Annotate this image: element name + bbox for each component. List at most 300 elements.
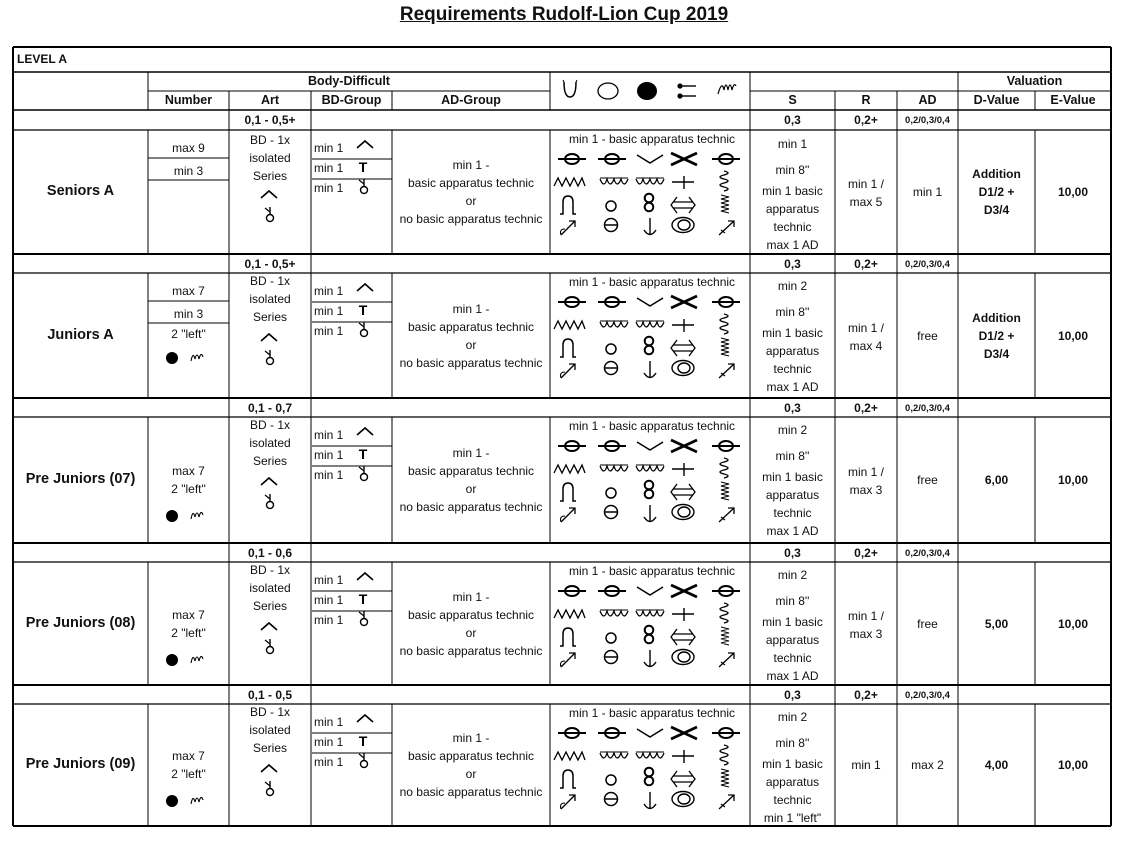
number-max: max 7	[172, 284, 205, 298]
ad-group-line: no basic apparatus technic	[399, 643, 543, 658]
r-requirement: max 3	[849, 483, 883, 497]
page-title: Requirements Rudolf-Lion Cup 2019	[399, 4, 729, 25]
bar-oval-icon	[596, 150, 628, 168]
art-line: isolated	[249, 436, 291, 450]
ad-group-line: no basic apparatus technic	[399, 500, 543, 514]
art-line: isolated	[249, 723, 291, 737]
caret-icon	[355, 425, 375, 439]
r-value-cell: 0,2+	[854, 546, 878, 560]
d-value: 6,00	[984, 473, 1009, 487]
bar-oval-icon	[710, 293, 742, 311]
loops-icon	[635, 605, 665, 623]
loops-icon	[599, 605, 629, 623]
e-value: 10,00	[1057, 757, 1089, 772]
theta-circle-icon	[602, 359, 620, 377]
range-cell: 0,1 - 0,5+	[244, 113, 296, 127]
bd-min: min 1	[314, 181, 344, 195]
d-value: D1/2 +	[978, 185, 1015, 199]
s-requirement: min 8''	[775, 449, 810, 463]
s-value-cell: 0,3	[784, 688, 801, 702]
art-line: isolated	[249, 292, 291, 306]
range-cell: 0,1 - 0,7	[247, 401, 293, 415]
category-name: Juniors A	[47, 326, 114, 343]
pendulum-icon	[356, 752, 372, 770]
spring-icon	[717, 480, 733, 502]
throw-arrow-icon	[557, 650, 577, 670]
pendulum-icon	[262, 638, 278, 656]
bar-oval-icon	[596, 437, 628, 455]
theta-circle-icon	[602, 503, 620, 521]
arch-icon	[557, 768, 579, 790]
s-value-cell: 0,3	[784, 113, 801, 127]
loops-icon	[599, 460, 629, 478]
r-requirement: min 1 /	[847, 320, 884, 335]
cross-icon	[668, 582, 700, 600]
art-line: Series	[252, 454, 287, 468]
theta-circle-icon	[602, 648, 620, 666]
s-requirement: min 2	[777, 423, 808, 437]
bar-oval-icon	[556, 293, 588, 311]
double-arrow-icon	[668, 628, 698, 646]
ad-min-label: min 1 - basic apparatus technic	[568, 564, 736, 578]
ball-filled-icon	[166, 794, 180, 808]
vee-icon	[634, 150, 666, 168]
cross-icon	[668, 437, 700, 455]
r-value-cell: 0,2+	[854, 113, 878, 127]
throw-arrow-icon	[557, 792, 577, 812]
bar-oval-icon	[556, 724, 588, 742]
bd-min: min 1	[314, 593, 344, 607]
s-requirement: min 1 basic	[762, 615, 823, 629]
loops-icon	[635, 316, 665, 334]
s-value-cell: 0,3	[784, 401, 801, 415]
bd-min: min 1	[314, 141, 344, 155]
ad-group-line: or	[465, 482, 477, 496]
plus-icon	[668, 605, 698, 623]
pendulum-icon	[356, 321, 372, 339]
coil-icon	[716, 743, 734, 767]
art-line: BD - 1x	[249, 418, 290, 432]
ribbon-icon	[190, 349, 204, 365]
art-line: isolated	[249, 581, 291, 595]
r-requirement: max 5	[849, 195, 883, 209]
theta-circle-icon	[602, 790, 620, 808]
circle-icon	[602, 340, 620, 358]
caret-icon	[259, 762, 279, 776]
pendulum-icon	[356, 610, 372, 628]
circle-icon	[602, 197, 620, 215]
e-value: 10,00	[1057, 185, 1089, 199]
s-requirement: min 2	[777, 710, 808, 724]
level-label: LEVEL A	[17, 52, 68, 66]
s-requirement: min 1	[777, 137, 808, 151]
plus-icon	[668, 316, 698, 334]
bd-min: min 1	[314, 755, 344, 769]
number-max: max 7	[172, 607, 205, 622]
d-value-header: D-Value	[973, 93, 1020, 107]
ad-group-line: min 1 -	[452, 730, 490, 745]
bd-min: min 1	[314, 613, 344, 627]
bd-min: min 1	[314, 161, 344, 175]
ball-filled-icon	[166, 351, 180, 365]
r-requirement: max 3	[849, 626, 883, 641]
ad-min-label: min 1 - basic apparatus technic	[568, 132, 736, 146]
bar-oval-icon	[710, 150, 742, 168]
ball-filled-icon	[636, 81, 660, 101]
vee-icon	[634, 437, 666, 455]
throw-arrow-icon	[557, 218, 577, 238]
hoop-icon	[560, 79, 580, 99]
s-requirement: apparatus	[765, 633, 820, 647]
bar-oval-icon	[710, 582, 742, 600]
d-value: 4,00	[984, 757, 1009, 772]
zigzag-icon	[553, 173, 587, 191]
s-requirement: technic	[773, 651, 812, 665]
tee-icon	[355, 159, 371, 175]
s-header: S	[788, 93, 797, 107]
s-requirement: max 1 AD	[766, 238, 819, 252]
coil-icon	[716, 456, 734, 480]
s-requirement: apparatus	[765, 488, 820, 502]
figure-eight-icon	[641, 624, 657, 646]
svg-text:T: T	[358, 302, 368, 318]
double-arrow-icon	[668, 483, 698, 501]
anchor-icon	[641, 791, 659, 811]
ad-group-line: min 1 -	[452, 158, 490, 172]
category-name: Pre Juniors (07)	[25, 471, 136, 487]
s-requirement: apparatus	[765, 202, 820, 216]
pendulum-icon	[356, 465, 372, 483]
coil-icon	[716, 169, 734, 193]
art-header: Art	[260, 93, 280, 107]
number-header: Number	[164, 93, 213, 107]
double-circle-icon	[670, 503, 696, 521]
ad-value-cell: 0,2/0,3/0,4	[905, 115, 950, 126]
s-requirement: min 1 basic	[762, 470, 823, 484]
vee-icon	[634, 724, 666, 742]
coil-icon	[716, 312, 734, 336]
bar-oval-icon	[556, 582, 588, 600]
bd-min: min 1	[314, 735, 344, 749]
r-requirement: max 4	[849, 338, 883, 353]
s-requirement: min 8''	[775, 163, 810, 177]
category-name: Seniors A	[46, 183, 115, 199]
category-name: Pre Juniors (09)	[25, 755, 136, 772]
caret-icon	[259, 475, 279, 489]
r-requirement: min 1 /	[847, 177, 884, 191]
d-value: D3/4	[983, 203, 1010, 217]
throw-arrow-icon	[557, 361, 577, 381]
ribbon-icon	[190, 507, 204, 523]
svg-text:T: T	[358, 591, 368, 607]
number-left: 2 "left"	[171, 482, 206, 496]
s-requirement: min 8''	[775, 594, 810, 608]
art-line: BD - 1x	[249, 563, 290, 577]
range-cell: 0,1 - 0,5	[247, 688, 293, 702]
s-requirement: min 8''	[775, 305, 810, 319]
caret-icon	[259, 331, 279, 345]
loops-icon	[635, 173, 665, 191]
svg-text:T: T	[358, 733, 368, 749]
arch-icon	[557, 481, 579, 503]
ad-value-cell: 0,2/0,3/0,4	[905, 403, 950, 414]
bar-oval-icon	[710, 724, 742, 742]
number-left: 2 "left"	[171, 327, 206, 341]
ribbon-icon	[716, 78, 738, 100]
ad-requirement: free	[917, 473, 938, 487]
ad-group-line: or	[465, 194, 477, 208]
s-requirement: max 1 AD	[766, 669, 819, 683]
s-value-cell: 0,3	[784, 546, 801, 560]
s-requirement: min 1 basic	[762, 184, 823, 198]
art-line: BD - 1x	[249, 274, 290, 288]
throw-arrow-icon	[716, 361, 736, 381]
number-max: max 7	[172, 748, 205, 763]
circle-icon	[602, 629, 620, 647]
loops-icon	[635, 747, 665, 765]
s-requirement: apparatus	[765, 344, 820, 358]
anchor-icon	[641, 217, 659, 237]
double-arrow-icon	[668, 770, 698, 788]
tee-icon	[355, 591, 371, 607]
ad-group-line: basic apparatus technic	[407, 748, 535, 763]
throw-arrow-icon	[716, 650, 736, 670]
caret-icon	[355, 712, 375, 726]
ad-header: AD	[918, 93, 937, 107]
number-left: 2 "left"	[171, 625, 206, 640]
svg-text:T: T	[358, 159, 368, 175]
ad-group-line: basic apparatus technic	[407, 176, 535, 190]
bd-min: min 1	[314, 304, 344, 318]
double-arrow-icon	[668, 339, 698, 357]
ad-group-line: no basic apparatus technic	[399, 212, 543, 226]
r-value-cell: 0,2+	[854, 257, 878, 271]
ad-group-header: AD-Group	[441, 93, 501, 107]
art-line: BD - 1x	[249, 705, 290, 719]
coil-icon	[716, 601, 734, 625]
ad-requirement: max 2	[911, 757, 944, 772]
ball-filled-icon	[166, 509, 180, 523]
ad-min-label: min 1 - basic apparatus technic	[568, 706, 736, 720]
s-requirement: min 1 basic	[762, 326, 823, 340]
r-header: R	[861, 93, 871, 107]
pendulum-icon	[262, 206, 278, 224]
tee-icon	[355, 446, 371, 462]
plus-icon	[668, 747, 698, 765]
ad-requirement: free	[917, 328, 938, 343]
ad-min-label: min 1 - basic apparatus technic	[568, 275, 736, 289]
s-requirement: min 2	[777, 279, 808, 293]
r-requirement: min 1 /	[847, 465, 884, 479]
s-requirement: min 1 "left"	[763, 811, 822, 825]
ad-group-line: min 1 -	[452, 589, 490, 604]
pendulum-icon	[356, 178, 372, 196]
ad-group-line: basic apparatus technic	[407, 464, 535, 478]
caret-icon	[259, 620, 279, 634]
plus-icon	[668, 460, 698, 478]
pendulum-icon	[262, 493, 278, 511]
bar-oval-icon	[556, 437, 588, 455]
s-requirement: technic	[773, 793, 812, 807]
loops-icon	[599, 316, 629, 334]
s-requirement: max 1 AD	[766, 524, 819, 538]
loops-icon	[635, 460, 665, 478]
figure-eight-icon	[641, 766, 657, 788]
ad-group-line: no basic apparatus technic	[399, 355, 543, 370]
e-value-header: E-Value	[1050, 93, 1096, 107]
art-line: Series	[252, 741, 287, 755]
ad-value-cell: 0,2/0,3/0,4	[905, 259, 950, 270]
svg-text:T: T	[358, 446, 368, 462]
s-requirement: technic	[773, 362, 812, 376]
clubs-icon	[676, 82, 700, 100]
ad-group-line: or	[465, 766, 477, 781]
anchor-icon	[641, 360, 659, 380]
ribbon-icon	[190, 792, 204, 808]
ball-outline-icon	[597, 81, 621, 101]
r-requirement: min 1 /	[847, 608, 884, 623]
ribbon-icon	[190, 651, 204, 667]
bar-oval-icon	[596, 724, 628, 742]
bd-min: min 1	[314, 573, 344, 587]
ad-group-line: min 1 -	[452, 301, 490, 316]
range-cell: 0,1 - 0,6	[247, 546, 293, 560]
art-line: Series	[252, 310, 287, 324]
number-left: 2 "left"	[171, 766, 206, 781]
ad-requirement: free	[917, 616, 938, 631]
s-requirement: min 1 basic	[762, 757, 823, 771]
valuation-header: Valuation	[1006, 74, 1063, 88]
spring-icon	[717, 625, 733, 647]
arch-icon	[557, 337, 579, 359]
anchor-icon	[641, 504, 659, 524]
circle-icon	[602, 484, 620, 502]
e-value: 10,00	[1057, 616, 1089, 631]
d-value: D1/2 +	[978, 328, 1015, 343]
pendulum-icon	[262, 780, 278, 798]
s-requirement: min 2	[777, 568, 808, 582]
number-min: min 3	[173, 307, 204, 321]
bd-min: min 1	[314, 448, 344, 462]
cross-icon	[668, 724, 700, 742]
bar-oval-icon	[596, 582, 628, 600]
zigzag-icon	[553, 316, 587, 334]
loops-icon	[599, 173, 629, 191]
circle-icon	[602, 771, 620, 789]
theta-circle-icon	[602, 216, 620, 234]
bar-oval-icon	[710, 437, 742, 455]
double-circle-icon	[670, 648, 696, 666]
bar-oval-icon	[556, 150, 588, 168]
s-requirement: max 1 AD	[766, 380, 819, 394]
double-circle-icon	[670, 216, 696, 234]
d-value: Addition	[972, 167, 1021, 181]
bar-oval-icon	[596, 293, 628, 311]
art-line: BD - 1x	[249, 133, 290, 147]
cross-icon	[668, 150, 700, 168]
bd-min: min 1	[314, 715, 344, 729]
s-requirement: min 8''	[775, 736, 810, 750]
s-requirement: apparatus	[765, 775, 820, 789]
zigzag-icon	[553, 460, 587, 478]
ad-group-line: basic apparatus technic	[407, 319, 535, 334]
caret-icon	[355, 570, 375, 584]
bd-group-header: BD-Group	[321, 93, 382, 107]
cross-icon	[668, 293, 700, 311]
d-value: 5,00	[984, 616, 1009, 631]
figure-eight-icon	[641, 479, 657, 501]
bd-min: min 1	[314, 428, 344, 442]
d-value: Addition	[972, 310, 1021, 325]
bd-min: min 1	[314, 284, 344, 298]
tee-icon	[355, 733, 371, 749]
vee-icon	[634, 293, 666, 311]
anchor-icon	[641, 649, 659, 669]
double-arrow-icon	[668, 196, 698, 214]
s-requirement: technic	[773, 506, 812, 520]
throw-arrow-icon	[716, 505, 736, 525]
throw-arrow-icon	[557, 505, 577, 525]
ad-group-line: min 1 -	[452, 446, 490, 460]
double-circle-icon	[670, 790, 696, 808]
throw-arrow-icon	[716, 218, 736, 238]
ad-group-line: no basic apparatus technic	[399, 784, 543, 799]
zigzag-icon	[553, 747, 587, 765]
ball-filled-icon	[166, 653, 180, 667]
body-difficult-header: Body-Difficult	[308, 74, 390, 88]
r-value-cell: 0,2+	[854, 688, 878, 702]
caret-icon	[259, 188, 279, 202]
ad-min-label: min 1 - basic apparatus technic	[568, 419, 736, 433]
spring-icon	[717, 336, 733, 358]
plus-icon	[668, 173, 698, 191]
s-value-cell: 0,3	[784, 257, 801, 271]
s-requirement: technic	[773, 220, 812, 234]
bd-min: min 1	[314, 468, 344, 482]
figure-eight-icon	[641, 335, 657, 357]
category-name: Pre Juniors (08)	[25, 614, 136, 631]
spring-icon	[717, 767, 733, 789]
vee-icon	[634, 582, 666, 600]
e-value: 10,00	[1057, 328, 1089, 343]
r-value-cell: 0,2+	[854, 401, 878, 415]
art-line: isolated	[249, 151, 291, 165]
arch-icon	[557, 626, 579, 648]
number-max: max 9	[172, 141, 205, 155]
figure-eight-icon	[641, 192, 657, 214]
e-value: 10,00	[1057, 473, 1089, 487]
caret-icon	[355, 281, 375, 295]
ad-value-cell: 0,2/0,3/0,4	[905, 548, 950, 559]
ad-requirement: min 1	[912, 185, 943, 199]
d-value: D3/4	[983, 346, 1010, 361]
pendulum-icon	[262, 349, 278, 367]
caret-icon	[355, 138, 375, 152]
number-max: max 7	[172, 464, 205, 478]
ad-value-cell: 0,2/0,3/0,4	[905, 690, 950, 701]
double-circle-icon	[670, 359, 696, 377]
tee-icon	[355, 302, 371, 318]
bd-min: min 1	[314, 324, 344, 338]
ad-group-line: or	[465, 625, 477, 640]
ad-group-line: basic apparatus technic	[407, 607, 535, 622]
loops-icon	[599, 747, 629, 765]
throw-arrow-icon	[716, 792, 736, 812]
art-line: Series	[252, 599, 287, 613]
zigzag-icon	[553, 605, 587, 623]
ad-group-line: or	[465, 337, 477, 352]
r-requirement: min 1	[851, 757, 881, 772]
